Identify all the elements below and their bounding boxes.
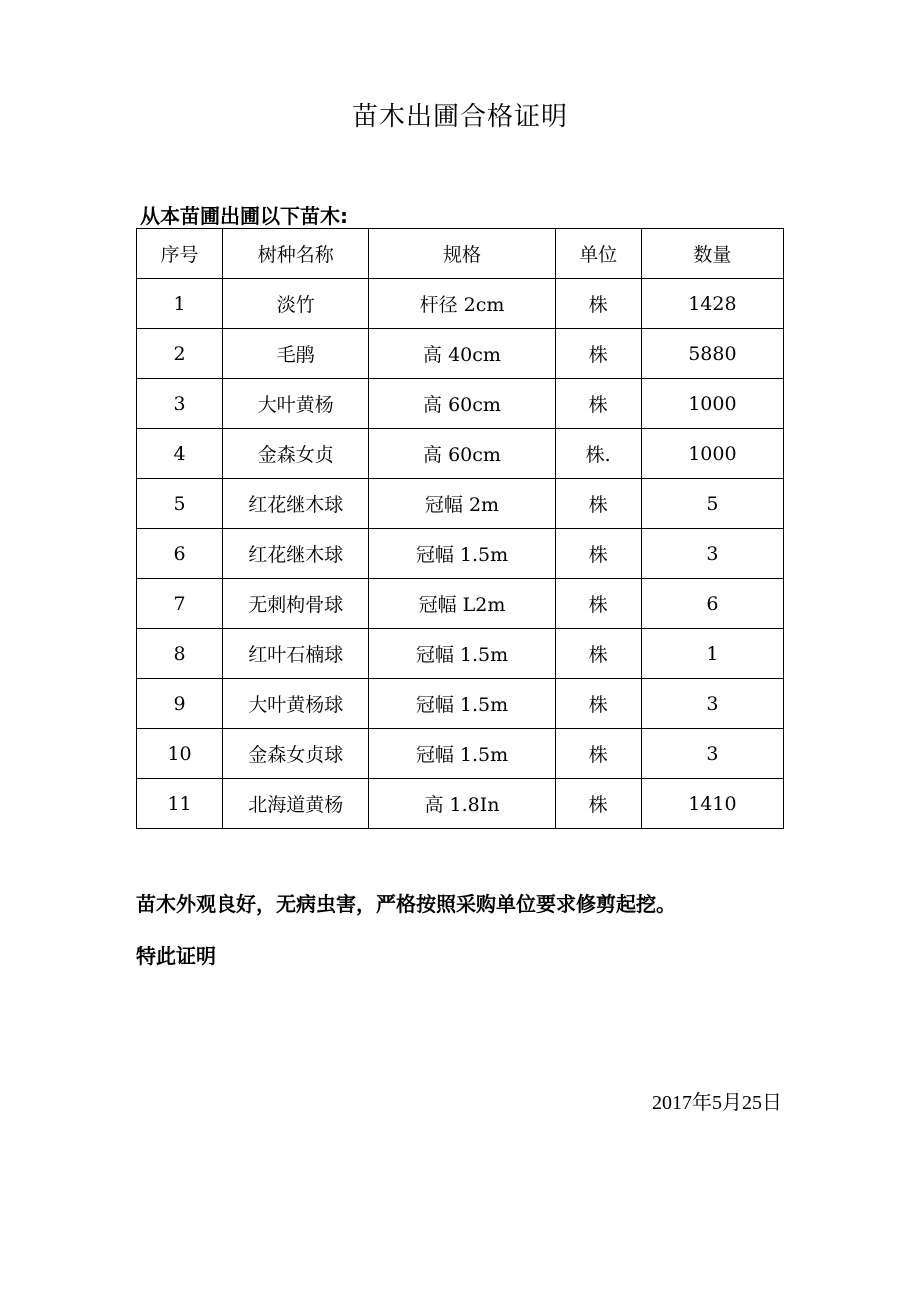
cell-specification: 高 40cm	[369, 329, 555, 379]
header-quantity: 数量	[641, 229, 783, 279]
cell-unit: 株	[555, 779, 641, 829]
cell-unit: 株	[555, 579, 641, 629]
header-specification: 规格	[369, 229, 555, 279]
table-row	[137, 379, 784, 429]
cell-quantity: 1428	[641, 279, 783, 329]
cell-specification: 冠幅 1.5m	[369, 729, 555, 779]
table-header-row	[137, 229, 784, 279]
table-row	[137, 779, 784, 829]
cell-unit: 株	[555, 379, 641, 429]
table-row	[137, 529, 784, 579]
cell-quantity: 6	[641, 579, 783, 629]
cell-species-name: 淡竹	[223, 279, 369, 329]
table-row	[137, 729, 784, 779]
page-title: 苗木出圃合格证明	[351, 102, 568, 132]
cell-unit: 株	[555, 329, 641, 379]
cell-species-name: 无刺枸骨球	[223, 579, 369, 629]
cell-quantity: 3	[641, 529, 783, 579]
cell-unit: 株	[555, 629, 641, 679]
cell-quantity: 1000	[641, 379, 783, 429]
cell-quantity: 3	[641, 729, 783, 779]
cell-serial-number: 10	[137, 729, 223, 779]
cell-species-name: 红叶石楠球	[223, 629, 369, 679]
cell-specification: 冠幅 L2m	[369, 579, 555, 629]
cell-quantity: 5	[641, 479, 783, 529]
cell-species-name: 金森女贞	[223, 429, 369, 479]
issue-date: 2017年5月25日	[652, 1092, 782, 1114]
table-row	[137, 279, 784, 329]
cell-unit: 株	[555, 679, 641, 729]
cell-species-name: 北海道黄杨	[223, 779, 369, 829]
cell-specification: 冠幅 1.5m	[369, 529, 555, 579]
cell-specification: 杆径 2cm	[369, 279, 555, 329]
table-row	[137, 479, 784, 529]
cell-serial-number: 9	[137, 679, 223, 729]
seedling-table	[136, 228, 784, 829]
cell-serial-number: 11	[137, 779, 223, 829]
cell-specification: 高 60cm	[369, 379, 555, 429]
cell-unit: 株.	[555, 429, 641, 479]
header-species-name: 树种名称	[223, 229, 369, 279]
header-unit: 单位	[555, 229, 641, 279]
cell-specification: 冠幅 2m	[369, 479, 555, 529]
cell-species-name: 红花继木球	[223, 479, 369, 529]
cell-serial-number: 6	[137, 529, 223, 579]
closing-text: 特此证明	[136, 944, 216, 968]
cell-unit: 株	[555, 279, 641, 329]
cell-species-name: 毛鹃	[223, 329, 369, 379]
cell-quantity: 5880	[641, 329, 783, 379]
cell-specification: 高 60cm	[369, 429, 555, 479]
cell-quantity: 1410	[641, 779, 783, 829]
intro-text: 从本苗圃出圃以下苗木:	[140, 204, 348, 228]
cell-serial-number: 2	[137, 329, 223, 379]
cell-quantity: 3	[641, 679, 783, 729]
table-row	[137, 429, 784, 479]
cell-serial-number: 3	[137, 379, 223, 429]
table-row	[137, 329, 784, 379]
cell-quantity: 1	[641, 629, 783, 679]
cell-specification: 高 1.8In	[369, 779, 555, 829]
table-row	[137, 629, 784, 679]
cell-serial-number: 5	[137, 479, 223, 529]
cell-quantity: 1000	[641, 429, 783, 479]
cell-unit: 株	[555, 729, 641, 779]
cell-unit: 株	[555, 529, 641, 579]
cell-unit: 株	[555, 479, 641, 529]
table-body	[137, 279, 784, 829]
cell-species-name: 大叶黄杨	[223, 379, 369, 429]
header-serial-number: 序号	[137, 229, 223, 279]
cell-specification: 冠幅 1.5m	[369, 629, 555, 679]
cell-serial-number: 8	[137, 629, 223, 679]
quality-statement: 苗木外观良好，无病虫害，严格按照采购单位要求修剪起挖。	[136, 892, 676, 916]
cell-species-name: 金森女贞球	[223, 729, 369, 779]
cell-serial-number: 7	[137, 579, 223, 629]
table-row	[137, 579, 784, 629]
cell-serial-number: 1	[137, 279, 223, 329]
cell-specification: 冠幅 1.5m	[369, 679, 555, 729]
cell-species-name: 红花继木球	[223, 529, 369, 579]
cell-serial-number: 4	[137, 429, 223, 479]
table-row	[137, 679, 784, 729]
cell-species-name: 大叶黄杨球	[223, 679, 369, 729]
